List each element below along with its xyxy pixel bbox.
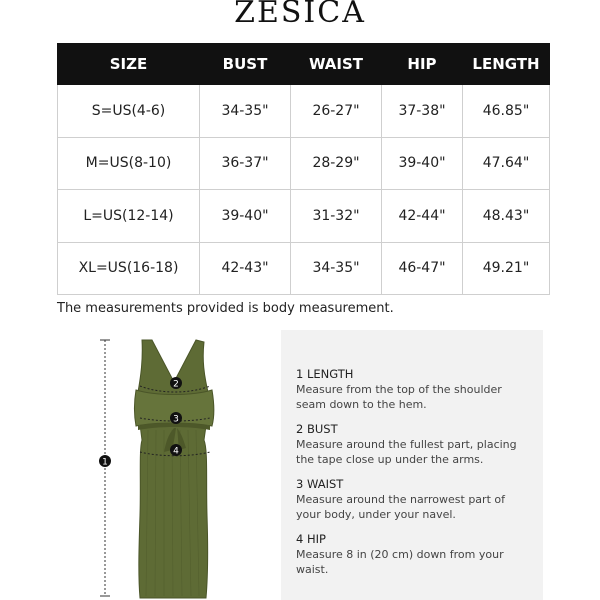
cell-size: M=US(8-10): [58, 137, 200, 190]
cell-bust: 34-35": [200, 85, 291, 138]
instruction-title: 4 HIP: [296, 532, 326, 546]
instruction-bust: [296, 422, 536, 467]
instruction-text: Measure around the fullest part, placing: [296, 438, 517, 451]
cell-hip: 37-38": [382, 85, 463, 138]
header-size: SIZE: [58, 44, 200, 85]
instruction-waist: [296, 477, 536, 522]
table-row: [58, 85, 550, 138]
cell-length: 47.64": [463, 137, 550, 190]
header-bust: BUST: [200, 44, 291, 85]
dress-figure: [56, 330, 270, 600]
instruction-title: 1 LENGTH: [296, 367, 354, 381]
size-chart-table: [57, 43, 550, 295]
instruction-text: your body, under your navel.: [296, 508, 456, 521]
instruction-length: [296, 367, 536, 412]
table-row: [58, 137, 550, 190]
table-header-row: [58, 44, 550, 85]
header-waist: WAIST: [291, 44, 382, 85]
instruction-hip: [296, 532, 536, 577]
cell-bust: 36-37": [200, 137, 291, 190]
cell-hip: 46-47": [382, 242, 463, 295]
marker-1: [99, 455, 111, 468]
table-row: [58, 242, 550, 295]
table-row: [58, 190, 550, 243]
cell-size: L=US(12-14): [58, 190, 200, 243]
instruction-text: seam down to the hem.: [296, 398, 427, 411]
instruction-text: Measure 8 in (20 cm) down from your waist.: [296, 548, 504, 576]
cell-waist: 26-27": [291, 85, 382, 138]
header-hip: HIP: [382, 44, 463, 85]
svg-text:4: 4: [173, 446, 179, 457]
instruction-text: Measure from the top of the shoulder: [296, 383, 502, 396]
cell-size: S=US(4-6): [58, 85, 200, 138]
cell-length: 49.21": [463, 242, 550, 295]
measuring-instructions-panel: [281, 330, 543, 600]
svg-text:3: 3: [173, 414, 179, 425]
cell-length: 46.85": [463, 85, 550, 138]
brand-logo: ZESICA: [234, 0, 366, 30]
svg-text:2: 2: [173, 379, 179, 390]
instruction-title: 3 WAIST: [296, 477, 344, 491]
cell-bust: 39-40": [200, 190, 291, 243]
cell-hip: 39-40": [382, 137, 463, 190]
instruction-text: Measure around the narrowest part of: [296, 493, 505, 506]
cell-waist: 34-35": [291, 242, 382, 295]
cell-size: XL=US(16-18): [58, 242, 200, 295]
instruction-text: the tape close up under the arms.: [296, 453, 484, 466]
header-length: LENGTH: [463, 44, 550, 85]
cell-waist: 28-29": [291, 137, 382, 190]
cell-waist: 31-32": [291, 190, 382, 243]
cell-bust: 42-43": [200, 242, 291, 295]
svg-text:1: 1: [102, 457, 108, 468]
instruction-title: 2 BUST: [296, 422, 338, 436]
cell-hip: 42-44": [382, 190, 463, 243]
cell-length: 48.43": [463, 190, 550, 243]
measurement-note: The measurements provided is body measurement.: [57, 301, 394, 316]
